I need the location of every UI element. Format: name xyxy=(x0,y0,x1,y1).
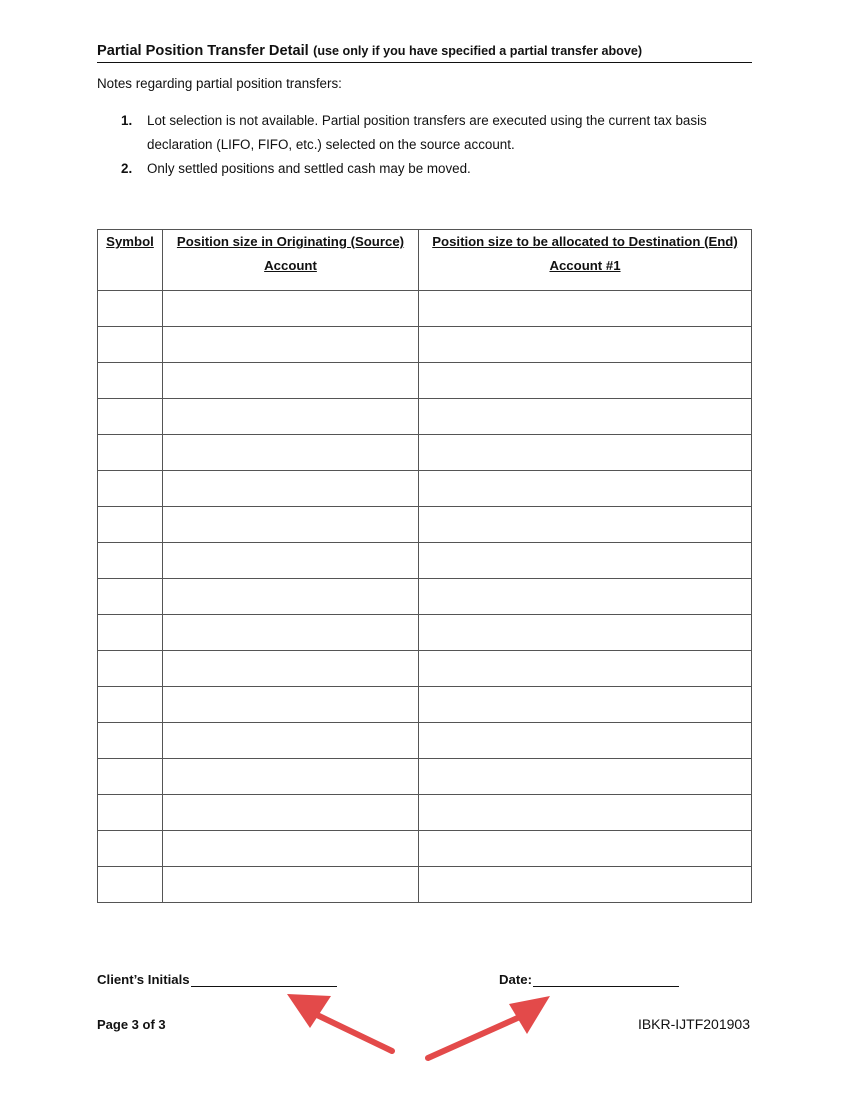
note-number: 1. xyxy=(121,113,133,128)
destination-position-cell[interactable] xyxy=(419,867,752,903)
note-number: 2. xyxy=(121,161,133,176)
table-row xyxy=(98,363,752,399)
destination-position-cell[interactable] xyxy=(419,615,752,651)
symbol-cell[interactable] xyxy=(98,435,163,471)
date-line xyxy=(499,972,679,987)
table-row xyxy=(98,507,752,543)
table-body xyxy=(98,291,752,903)
arrow-head xyxy=(509,996,550,1034)
table-row xyxy=(98,291,752,327)
arrow-shaft xyxy=(428,1016,522,1058)
destination-position-cell[interactable] xyxy=(419,831,752,867)
note-item xyxy=(121,157,751,181)
table-row xyxy=(98,723,752,759)
symbol-cell[interactable] xyxy=(98,615,163,651)
client-initials-line xyxy=(97,972,337,987)
header-destination-position: Position size to be allocated to Destination (End) Account #1 xyxy=(419,230,752,291)
source-position-cell[interactable] xyxy=(163,831,419,867)
source-position-cell[interactable] xyxy=(163,327,419,363)
symbol-cell[interactable] xyxy=(98,579,163,615)
client-initials-field[interactable] xyxy=(191,972,337,987)
source-position-cell[interactable] xyxy=(163,687,419,723)
source-position-cell[interactable] xyxy=(163,759,419,795)
destination-position-cell[interactable] xyxy=(419,471,752,507)
symbol-cell[interactable] xyxy=(98,363,163,399)
source-position-cell[interactable] xyxy=(163,363,419,399)
table-row xyxy=(98,867,752,903)
destination-position-cell[interactable] xyxy=(419,687,752,723)
symbol-cell[interactable] xyxy=(98,795,163,831)
source-position-cell[interactable] xyxy=(163,615,419,651)
header-symbol: Symbol xyxy=(98,230,163,291)
destination-position-cell[interactable] xyxy=(419,327,752,363)
source-position-cell[interactable] xyxy=(163,579,419,615)
date-field[interactable] xyxy=(533,972,679,987)
table-row xyxy=(98,579,752,615)
header-source-position: Position size in Originating (Source) Account xyxy=(163,230,419,291)
symbol-cell[interactable] xyxy=(98,507,163,543)
destination-position-cell[interactable] xyxy=(419,723,752,759)
table-row xyxy=(98,435,752,471)
source-position-cell[interactable] xyxy=(163,399,419,435)
symbol-cell[interactable] xyxy=(98,543,163,579)
source-position-cell[interactable] xyxy=(163,867,419,903)
symbol-cell[interactable] xyxy=(98,867,163,903)
symbol-cell[interactable] xyxy=(98,291,163,327)
arrow-to-initials-icon xyxy=(287,994,392,1051)
source-position-cell[interactable] xyxy=(163,723,419,759)
note-text: Lot selection is not available. Partial position transfers are executed using the current tax basis declaration (LIFO, FIFO, etc.) selected on the source account. xyxy=(147,113,707,152)
note-text: Only settled positions and settled cash may be moved. xyxy=(147,161,471,176)
table-row xyxy=(98,327,752,363)
destination-position-cell[interactable] xyxy=(419,579,752,615)
table-row xyxy=(98,687,752,723)
arrow-to-date-icon xyxy=(428,996,550,1058)
destination-position-cell[interactable] xyxy=(419,543,752,579)
arrow-shaft xyxy=(315,1014,392,1051)
note-item xyxy=(121,109,751,157)
table-row xyxy=(98,831,752,867)
table-row xyxy=(98,759,752,795)
table-row xyxy=(98,795,752,831)
symbol-cell[interactable] xyxy=(98,651,163,687)
symbol-cell[interactable] xyxy=(98,687,163,723)
table-header-row xyxy=(98,230,752,291)
source-position-cell[interactable] xyxy=(163,507,419,543)
position-transfer-table xyxy=(97,229,752,903)
symbol-cell[interactable] xyxy=(98,399,163,435)
document-code: IBKR-IJTF201903 xyxy=(637,1016,750,1032)
destination-position-cell[interactable] xyxy=(419,507,752,543)
source-position-cell[interactable] xyxy=(163,471,419,507)
date-label: Date: xyxy=(499,972,532,987)
source-position-cell[interactable] xyxy=(163,543,419,579)
symbol-cell[interactable] xyxy=(98,327,163,363)
source-position-cell[interactable] xyxy=(163,651,419,687)
section-heading xyxy=(97,42,752,63)
symbol-cell[interactable] xyxy=(98,759,163,795)
table-row xyxy=(98,543,752,579)
table-row xyxy=(98,399,752,435)
destination-position-cell[interactable] xyxy=(419,435,752,471)
destination-position-cell[interactable] xyxy=(419,651,752,687)
destination-position-cell[interactable] xyxy=(419,795,752,831)
destination-position-cell[interactable] xyxy=(419,399,752,435)
notes-intro: Notes regarding partial position transfers: xyxy=(97,76,342,91)
destination-position-cell[interactable] xyxy=(419,291,752,327)
section-title: Partial Position Transfer Detail xyxy=(97,43,309,59)
arrow-head xyxy=(287,994,331,1028)
source-position-cell[interactable] xyxy=(163,795,419,831)
symbol-cell[interactable] xyxy=(98,723,163,759)
symbol-cell[interactable] xyxy=(98,471,163,507)
client-initials-label: Client’s Initials xyxy=(97,972,190,987)
source-position-cell[interactable] xyxy=(163,291,419,327)
destination-position-cell[interactable] xyxy=(419,759,752,795)
table-row xyxy=(98,651,752,687)
page-number: Page 3 of 3 xyxy=(97,1017,166,1032)
notes-list xyxy=(121,109,751,181)
table-row xyxy=(98,615,752,651)
symbol-cell[interactable] xyxy=(98,831,163,867)
table-row xyxy=(98,471,752,507)
section-subtitle: (use only if you have specified a partial transfer above) xyxy=(313,44,643,58)
destination-position-cell[interactable] xyxy=(419,363,752,399)
source-position-cell[interactable] xyxy=(163,435,419,471)
